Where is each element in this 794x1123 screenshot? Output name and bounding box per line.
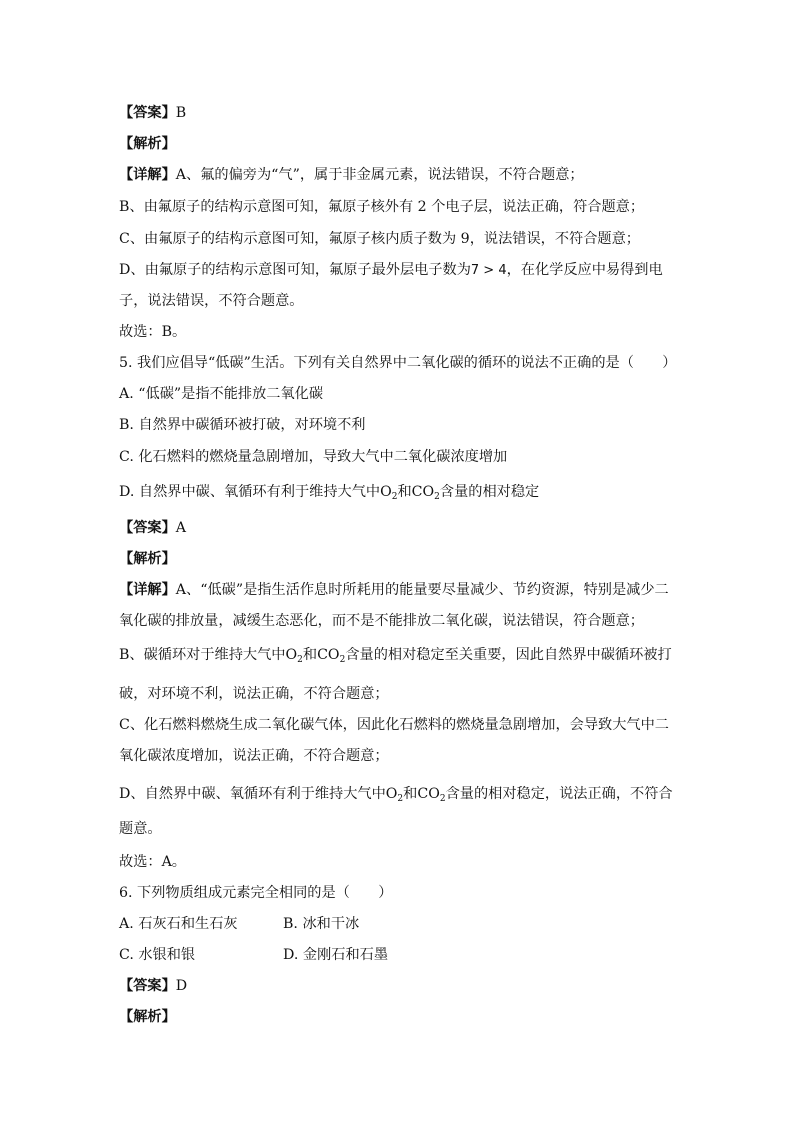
q6-analysis-heading: 【解析】	[119, 1009, 176, 1025]
q6-option-c: C. 水银和银	[119, 947, 196, 963]
o2-formula: $O_2$	[285, 647, 303, 665]
q5-option-c: C. 化石燃料的燃烧量急剧增加，导致大气中二氧化碳浓度增加	[119, 449, 508, 465]
q4-detail-b: B、由氟原子的结构示意图可知，氟原子核外有 2 个电子层，说法正确，符合题意；	[119, 199, 645, 215]
q5-detail-a1: 【详解】A、“低碳”是指生活作息时所耗用的能量要尽量减少、节约资源，特别是减少二	[119, 582, 669, 598]
q6-option-a: A. 石灰石和生石灰	[119, 916, 238, 932]
q5-option-a: A. “低碳”是指不能排放二氧化碳	[119, 386, 324, 402]
q5-answer: 【答案】A	[119, 520, 187, 536]
q5-detail-c2: 氧化碳浓度增加，说法正确，不符合题意；	[119, 748, 389, 764]
q4-detail-d: D、由氟原子的结构示意图可知，氟原子最外层电子数为7 > 4，在化学反应中易得到电	[119, 262, 663, 278]
q5-option-b: B. 自然界中碳循环被打破，对环境不利	[119, 417, 366, 433]
q6-answer: 【答案】D	[119, 978, 188, 994]
co2-formula: $CO_2$	[317, 647, 346, 665]
q5-detail-d1: D、自然界中碳、氧循环有利于维持大气中$O_2$和$CO_2$含量的相对稳定，说法正确，不符合	[119, 786, 673, 804]
q4-detail-a: 【详解】A、氟的偏旁为“气”，属于非金属元素，说法错误，不符合题意；	[119, 167, 584, 183]
q4-inequality: 7 > 4	[470, 263, 507, 278]
co2-formula: $CO_2$	[417, 786, 446, 804]
q5-detail-b2: 破，对环境不利，说法正确，不符合题意；	[119, 686, 389, 702]
q6-option-d: D. 金刚石和石墨	[283, 947, 389, 963]
q5-detail-c1: C、化石燃料燃烧生成二氧化碳气体，因此化石燃料的燃烧量急剧增加，会导致大气中二	[119, 717, 669, 733]
q4-choice: 故选：B。	[119, 324, 187, 340]
q6-stem: 6. 下列物质组成元素完全相同的是（ ）	[119, 885, 393, 901]
q5-choice: 故选：A。	[119, 854, 186, 870]
q4-detail-d-cont: 子，说法错误，不符合题意。	[119, 293, 304, 309]
q4-answer: 【答案】B	[119, 105, 187, 121]
q5-detail-d2: 题意。	[119, 821, 162, 837]
q5-option-d: D. 自然界中碳、氧循环有利于维持大气中$O_2$和$CO_2$含量的相对稳定	[119, 484, 540, 502]
q6-options-row-1	[119, 914, 684, 934]
co2-formula: $CO_2$	[411, 484, 440, 502]
o2-formula: $O_2$	[385, 786, 404, 804]
q5-detail-a2: 氧化碳的排放量，减缓生态恶化，而不是不能排放二氧化碳，说法错误，符合题意；	[119, 613, 644, 629]
q5-analysis-heading: 【解析】	[119, 551, 176, 567]
q4-analysis-heading: 【解析】	[119, 136, 176, 152]
q5-detail-b1: B、碳循环对于维持大气中$O_2$和$CO_2$含量的相对稳定至关重要，因此自然界中碳循环被打	[119, 647, 672, 665]
q5-stem: 5. 我们应倡导“低碳”生活。下列有关自然界中二氧化碳的循环的说法不正确的是（ ）	[119, 355, 677, 371]
q6-option-b: B. 冰和干冰	[283, 916, 360, 932]
o2-formula: $O_2$	[380, 484, 398, 502]
q4-detail-c: C、由氟原子的结构示意图可知，氟原子核内质子数为 9，说法错误，不符合题意；	[119, 231, 640, 247]
q6-options-row-2	[119, 945, 684, 965]
